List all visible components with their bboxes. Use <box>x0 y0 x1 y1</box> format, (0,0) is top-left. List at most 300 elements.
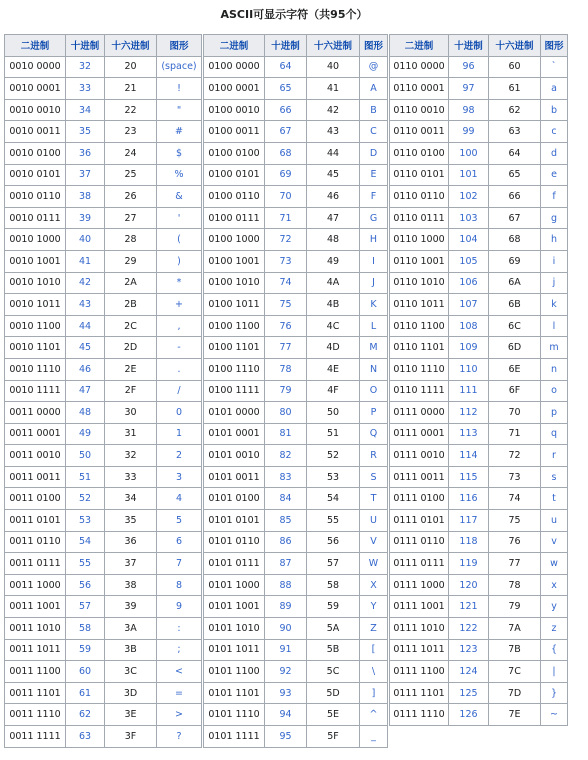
table-header-row <box>204 35 388 57</box>
binary-cell: 0110 1110 <box>390 358 449 380</box>
decimal-cell[interactable]: 79 <box>265 380 307 402</box>
decimal-cell[interactable]: 90 <box>265 618 307 640</box>
glyph-cell[interactable]: t <box>541 488 568 510</box>
col-header-decimal[interactable]: 十进制 <box>265 35 307 57</box>
decimal-cell[interactable]: 100 <box>449 142 489 164</box>
decimal-cell[interactable]: 120 <box>449 574 489 596</box>
decimal-cell[interactable]: 123 <box>449 639 489 661</box>
table-row <box>390 186 568 208</box>
table-row <box>5 726 202 748</box>
glyph-cell[interactable]: ^ <box>360 704 388 726</box>
glyph-cell[interactable]: u <box>541 510 568 532</box>
table-row <box>390 466 568 488</box>
binary-cell: 0010 0010 <box>5 99 66 121</box>
decimal-cell[interactable]: 54 <box>66 531 105 553</box>
hex-cell: 4D <box>307 337 360 359</box>
glyph-cell[interactable]: a <box>541 78 568 100</box>
decimal-cell[interactable]: 91 <box>265 639 307 661</box>
hex-cell: 77 <box>489 553 541 575</box>
decimal-cell[interactable]: 122 <box>449 618 489 640</box>
hex-cell: 5C <box>307 661 360 683</box>
glyph-cell[interactable]: ~ <box>541 704 568 726</box>
glyph-cell[interactable]: > <box>157 704 202 726</box>
glyph-cell[interactable]: W <box>360 553 388 575</box>
decimal-cell[interactable]: 106 <box>449 272 489 294</box>
glyph-cell[interactable]: / <box>157 380 202 402</box>
decimal-cell[interactable]: 36 <box>66 142 105 164</box>
hex-cell: 40 <box>307 56 360 78</box>
glyph-cell[interactable]: X <box>360 574 388 596</box>
binary-cell: 0111 1010 <box>390 618 449 640</box>
ascii-table-2 <box>203 34 388 748</box>
table-row <box>5 121 202 143</box>
binary-cell: 0111 1110 <box>390 704 449 726</box>
hex-cell: 73 <box>489 466 541 488</box>
glyph-cell[interactable]: H <box>360 229 388 251</box>
glyph-cell[interactable]: (space) <box>157 56 202 78</box>
glyph-cell[interactable]: * <box>157 272 202 294</box>
binary-cell: 0110 1011 <box>390 294 449 316</box>
glyph-cell[interactable]: N <box>360 358 388 380</box>
hex-cell: 2F <box>105 380 157 402</box>
decimal-cell[interactable]: 53 <box>66 510 105 532</box>
glyph-cell[interactable]: = <box>157 682 202 704</box>
col-header-hex[interactable]: 十六进制 <box>489 35 541 57</box>
col-header-glyph[interactable]: 图形 <box>541 35 568 57</box>
hex-cell: 5F <box>307 726 360 748</box>
decimal-cell[interactable]: 92 <box>265 661 307 683</box>
glyph-cell[interactable]: F <box>360 186 388 208</box>
decimal-cell[interactable]: 104 <box>449 229 489 251</box>
glyph-cell[interactable]: + <box>157 294 202 316</box>
glyph-cell[interactable]: C <box>360 121 388 143</box>
decimal-cell[interactable]: 35 <box>66 121 105 143</box>
binary-cell: 0111 1000 <box>390 574 449 596</box>
binary-cell: 0111 0010 <box>390 445 449 467</box>
glyph-cell[interactable]: p <box>541 402 568 424</box>
binary-cell: 0110 0000 <box>390 56 449 78</box>
decimal-cell[interactable]: 51 <box>66 466 105 488</box>
decimal-cell[interactable]: 41 <box>66 250 105 272</box>
glyph-cell[interactable]: & <box>157 186 202 208</box>
glyph-cell[interactable]: L <box>360 315 388 337</box>
glyph-cell[interactable]: q <box>541 423 568 445</box>
glyph-cell[interactable]: - <box>157 337 202 359</box>
table-row <box>390 553 568 575</box>
glyph-cell[interactable]: ; <box>157 639 202 661</box>
glyph-cell[interactable]: | <box>541 661 568 683</box>
binary-cell: 0100 0001 <box>204 78 265 100</box>
decimal-cell[interactable]: 81 <box>265 423 307 445</box>
binary-cell: 0110 1100 <box>390 315 449 337</box>
hex-cell: 47 <box>307 207 360 229</box>
decimal-cell[interactable]: 119 <box>449 553 489 575</box>
decimal-cell[interactable]: 118 <box>449 531 489 553</box>
hex-cell: 27 <box>105 207 157 229</box>
decimal-cell[interactable]: 49 <box>66 423 105 445</box>
decimal-cell[interactable]: 96 <box>449 56 489 78</box>
table-row <box>5 423 202 445</box>
glyph-cell[interactable]: h <box>541 229 568 251</box>
glyph-cell[interactable]: # <box>157 121 202 143</box>
table-row <box>204 229 388 251</box>
table-row <box>390 142 568 164</box>
glyph-cell[interactable]: ` <box>541 56 568 78</box>
glyph-cell[interactable]: 7 <box>157 553 202 575</box>
hex-cell: 4E <box>307 358 360 380</box>
col-header-decimal[interactable]: 十进制 <box>449 35 489 57</box>
table-row <box>390 164 568 186</box>
decimal-cell[interactable]: 78 <box>265 358 307 380</box>
decimal-cell[interactable]: 48 <box>66 402 105 424</box>
glyph-cell[interactable]: % <box>157 164 202 186</box>
decimal-cell[interactable]: 68 <box>265 142 307 164</box>
glyph-cell[interactable]: M <box>360 337 388 359</box>
hex-cell: 38 <box>105 574 157 596</box>
decimal-cell[interactable]: 121 <box>449 596 489 618</box>
glyph-cell[interactable]: 4 <box>157 488 202 510</box>
decimal-cell[interactable]: 113 <box>449 423 489 445</box>
glyph-cell[interactable]: P <box>360 402 388 424</box>
decimal-cell[interactable]: 42 <box>66 272 105 294</box>
hex-cell: 31 <box>105 423 157 445</box>
decimal-cell[interactable]: 98 <box>449 99 489 121</box>
glyph-cell[interactable]: [ <box>360 639 388 661</box>
decimal-cell[interactable]: 32 <box>66 56 105 78</box>
decimal-cell[interactable]: 86 <box>265 531 307 553</box>
decimal-cell[interactable]: 39 <box>66 207 105 229</box>
table-row <box>390 229 568 251</box>
glyph-cell[interactable]: i <box>541 250 568 272</box>
table-row <box>5 618 202 640</box>
glyph-cell[interactable]: g <box>541 207 568 229</box>
decimal-cell[interactable]: 115 <box>449 466 489 488</box>
table-row <box>390 445 568 467</box>
decimal-cell[interactable]: 109 <box>449 337 489 359</box>
decimal-cell[interactable]: 62 <box>66 704 105 726</box>
decimal-cell[interactable]: 65 <box>265 78 307 100</box>
decimal-cell[interactable]: 107 <box>449 294 489 316</box>
decimal-cell[interactable]: 46 <box>66 358 105 380</box>
glyph-cell[interactable]: , <box>157 315 202 337</box>
decimal-cell[interactable]: 103 <box>449 207 489 229</box>
binary-cell: 0111 0100 <box>390 488 449 510</box>
decimal-cell[interactable]: 117 <box>449 510 489 532</box>
glyph-cell[interactable]: T <box>360 488 388 510</box>
binary-cell: 0010 1101 <box>5 337 66 359</box>
hex-cell: 3A <box>105 618 157 640</box>
decimal-cell[interactable]: 43 <box>66 294 105 316</box>
glyph-cell[interactable]: m <box>541 337 568 359</box>
glyph-cell[interactable]: ) <box>157 250 202 272</box>
glyph-cell[interactable]: v <box>541 531 568 553</box>
binary-cell: 0101 1110 <box>204 704 265 726</box>
hex-cell: 58 <box>307 574 360 596</box>
decimal-cell[interactable]: 84 <box>265 488 307 510</box>
decimal-cell[interactable]: 74 <box>265 272 307 294</box>
glyph-cell[interactable]: j <box>541 272 568 294</box>
hex-cell: 51 <box>307 423 360 445</box>
binary-cell: 0101 1111 <box>204 726 265 748</box>
glyph-cell[interactable]: J <box>360 272 388 294</box>
decimal-cell[interactable]: 77 <box>265 337 307 359</box>
decimal-cell[interactable]: 73 <box>265 250 307 272</box>
glyph-cell[interactable]: 9 <box>157 596 202 618</box>
decimal-cell[interactable]: 124 <box>449 661 489 683</box>
decimal-cell[interactable]: 76 <box>265 315 307 337</box>
glyph-cell[interactable]: ! <box>157 78 202 100</box>
hex-cell: 41 <box>307 78 360 100</box>
decimal-cell[interactable]: 70 <box>265 186 307 208</box>
hex-cell: 55 <box>307 510 360 532</box>
decimal-cell[interactable]: 60 <box>66 661 105 683</box>
glyph-cell[interactable]: S <box>360 466 388 488</box>
decimal-cell[interactable]: 69 <box>265 164 307 186</box>
table-row <box>204 574 388 596</box>
glyph-cell[interactable]: ? <box>157 726 202 748</box>
hex-cell: 26 <box>105 186 157 208</box>
decimal-cell[interactable]: 34 <box>66 99 105 121</box>
decimal-cell[interactable]: 94 <box>265 704 307 726</box>
table-row <box>204 682 388 704</box>
hex-cell: 53 <box>307 466 360 488</box>
glyph-cell[interactable]: B <box>360 99 388 121</box>
glyph-cell[interactable]: x <box>541 574 568 596</box>
glyph-cell[interactable]: Q <box>360 423 388 445</box>
decimal-cell[interactable]: 83 <box>265 466 307 488</box>
glyph-cell[interactable]: D <box>360 142 388 164</box>
decimal-cell[interactable]: 75 <box>265 294 307 316</box>
hex-cell: 6C <box>489 315 541 337</box>
col-header-binary[interactable]: 二进制 <box>5 35 66 57</box>
hex-cell: 4B <box>307 294 360 316</box>
glyph-cell[interactable]: y <box>541 596 568 618</box>
hex-cell: 23 <box>105 121 157 143</box>
glyph-cell[interactable]: 1 <box>157 423 202 445</box>
hex-cell: 54 <box>307 488 360 510</box>
glyph-cell[interactable]: I <box>360 250 388 272</box>
glyph-cell[interactable]: 0 <box>157 402 202 424</box>
decimal-cell[interactable]: 38 <box>66 186 105 208</box>
decimal-cell[interactable]: 80 <box>265 402 307 424</box>
table-row <box>204 510 388 532</box>
hex-cell: 63 <box>489 121 541 143</box>
ascii-table-3 <box>389 34 568 726</box>
decimal-cell[interactable]: 112 <box>449 402 489 424</box>
glyph-cell[interactable]: d <box>541 142 568 164</box>
decimal-cell[interactable]: 126 <box>449 704 489 726</box>
binary-cell: 0101 0000 <box>204 402 265 424</box>
glyph-cell[interactable]: " <box>157 99 202 121</box>
glyph-cell[interactable]: 2 <box>157 445 202 467</box>
decimal-cell[interactable]: 93 <box>265 682 307 704</box>
glyph-cell[interactable]: w <box>541 553 568 575</box>
glyph-cell[interactable]: V <box>360 531 388 553</box>
decimal-cell[interactable]: 57 <box>66 596 105 618</box>
decimal-cell[interactable]: 66 <box>265 99 307 121</box>
glyph-cell[interactable]: \ <box>360 661 388 683</box>
decimal-cell[interactable]: 44 <box>66 315 105 337</box>
decimal-cell[interactable]: 71 <box>265 207 307 229</box>
decimal-cell[interactable]: 89 <box>265 596 307 618</box>
decimal-cell[interactable]: 110 <box>449 358 489 380</box>
glyph-cell[interactable]: 8 <box>157 574 202 596</box>
binary-cell: 0100 0110 <box>204 186 265 208</box>
binary-cell: 0110 0011 <box>390 121 449 143</box>
table-row <box>204 121 388 143</box>
glyph-cell[interactable]: s <box>541 466 568 488</box>
glyph-cell[interactable]: E <box>360 164 388 186</box>
decimal-cell[interactable]: 58 <box>66 618 105 640</box>
glyph-cell[interactable]: f <box>541 186 568 208</box>
binary-cell: 0111 1100 <box>390 661 449 683</box>
hex-cell: 29 <box>105 250 157 272</box>
glyph-cell[interactable]: 6 <box>157 531 202 553</box>
binary-cell: 0111 1101 <box>390 682 449 704</box>
glyph-cell[interactable]: { <box>541 639 568 661</box>
glyph-cell[interactable]: e <box>541 164 568 186</box>
decimal-cell[interactable]: 67 <box>265 121 307 143</box>
glyph-cell[interactable]: R <box>360 445 388 467</box>
glyph-cell[interactable]: < <box>157 661 202 683</box>
decimal-cell[interactable]: 101 <box>449 164 489 186</box>
decimal-cell[interactable]: 47 <box>66 380 105 402</box>
hex-cell: 30 <box>105 402 157 424</box>
binary-cell: 0010 0111 <box>5 207 66 229</box>
glyph-cell[interactable]: _ <box>360 726 388 748</box>
decimal-cell[interactable]: 55 <box>66 553 105 575</box>
glyph-cell[interactable]: r <box>541 445 568 467</box>
hex-cell: 49 <box>307 250 360 272</box>
decimal-cell[interactable]: 114 <box>449 445 489 467</box>
binary-cell: 0101 1101 <box>204 682 265 704</box>
binary-cell: 0101 1100 <box>204 661 265 683</box>
hex-cell: 72 <box>489 445 541 467</box>
binary-cell: 0010 0100 <box>5 142 66 164</box>
decimal-cell[interactable]: 95 <box>265 726 307 748</box>
table-row <box>204 358 388 380</box>
table-row <box>5 639 202 661</box>
table-row <box>204 380 388 402</box>
table-row <box>5 56 202 78</box>
glyph-cell[interactable]: A <box>360 78 388 100</box>
decimal-cell[interactable]: 63 <box>66 726 105 748</box>
binary-cell: 0100 0101 <box>204 164 265 186</box>
table-row <box>204 726 388 748</box>
binary-cell: 0011 1000 <box>5 574 66 596</box>
hex-cell: 44 <box>307 142 360 164</box>
glyph-cell[interactable]: Z <box>360 618 388 640</box>
hex-cell: 2C <box>105 315 157 337</box>
binary-cell: 0011 1111 <box>5 726 66 748</box>
glyph-cell[interactable]: U <box>360 510 388 532</box>
glyph-cell[interactable]: O <box>360 380 388 402</box>
col-header-glyph[interactable]: 图形 <box>360 35 388 57</box>
table-row <box>390 510 568 532</box>
glyph-cell[interactable]: z <box>541 618 568 640</box>
table-row <box>390 704 568 726</box>
glyph-cell[interactable]: ] <box>360 682 388 704</box>
decimal-cell[interactable]: 99 <box>449 121 489 143</box>
hex-cell: 74 <box>489 488 541 510</box>
glyph-cell[interactable]: ( <box>157 229 202 251</box>
decimal-cell[interactable]: 108 <box>449 315 489 337</box>
hex-cell: 6F <box>489 380 541 402</box>
col-header-decimal[interactable]: 十进制 <box>66 35 105 57</box>
decimal-cell[interactable]: 87 <box>265 553 307 575</box>
binary-cell: 0010 0110 <box>5 186 66 208</box>
glyph-cell[interactable]: } <box>541 682 568 704</box>
decimal-cell[interactable]: 97 <box>449 78 489 100</box>
table-header-row <box>390 35 568 57</box>
glyph-cell[interactable]: c <box>541 121 568 143</box>
binary-cell: 0110 1101 <box>390 337 449 359</box>
decimal-cell[interactable]: 50 <box>66 445 105 467</box>
glyph-cell[interactable]: : <box>157 618 202 640</box>
glyph-cell[interactable]: ' <box>157 207 202 229</box>
decimal-cell[interactable]: 64 <box>265 56 307 78</box>
decimal-cell[interactable]: 52 <box>66 488 105 510</box>
decimal-cell[interactable]: 85 <box>265 510 307 532</box>
decimal-cell[interactable]: 116 <box>449 488 489 510</box>
glyph-cell[interactable]: l <box>541 315 568 337</box>
col-header-hex[interactable]: 十六进制 <box>105 35 157 57</box>
decimal-cell[interactable]: 88 <box>265 574 307 596</box>
decimal-cell[interactable]: 82 <box>265 445 307 467</box>
decimal-cell[interactable]: 59 <box>66 639 105 661</box>
col-header-binary[interactable]: 二进制 <box>390 35 449 57</box>
decimal-cell[interactable]: 33 <box>66 78 105 100</box>
table-row <box>5 99 202 121</box>
table-row <box>5 186 202 208</box>
glyph-cell[interactable]: . <box>157 358 202 380</box>
hex-cell: 67 <box>489 207 541 229</box>
col-header-binary[interactable]: 二进制 <box>204 35 265 57</box>
hex-cell: 62 <box>489 99 541 121</box>
decimal-cell[interactable]: 105 <box>449 250 489 272</box>
decimal-cell[interactable]: 72 <box>265 229 307 251</box>
glyph-cell[interactable]: K <box>360 294 388 316</box>
hex-cell: 3C <box>105 661 157 683</box>
glyph-cell[interactable]: 3 <box>157 466 202 488</box>
glyph-cell[interactable]: k <box>541 294 568 316</box>
glyph-cell[interactable]: b <box>541 99 568 121</box>
table-row <box>390 423 568 445</box>
table-row <box>5 337 202 359</box>
decimal-cell[interactable]: 111 <box>449 380 489 402</box>
decimal-cell[interactable]: 125 <box>449 682 489 704</box>
table-row <box>204 618 388 640</box>
decimal-cell[interactable]: 37 <box>66 164 105 186</box>
decimal-cell[interactable]: 56 <box>66 574 105 596</box>
glyph-cell[interactable]: o <box>541 380 568 402</box>
glyph-cell[interactable]: G <box>360 207 388 229</box>
binary-cell: 0100 0000 <box>204 56 265 78</box>
glyph-cell[interactable]: 5 <box>157 510 202 532</box>
col-header-glyph[interactable]: 图形 <box>157 35 202 57</box>
glyph-cell[interactable]: n <box>541 358 568 380</box>
hex-cell: 32 <box>105 445 157 467</box>
glyph-cell[interactable]: @ <box>360 56 388 78</box>
decimal-cell[interactable]: 102 <box>449 186 489 208</box>
glyph-cell[interactable]: $ <box>157 142 202 164</box>
glyph-cell[interactable]: Y <box>360 596 388 618</box>
binary-cell: 0110 1001 <box>390 250 449 272</box>
decimal-cell[interactable]: 45 <box>66 337 105 359</box>
decimal-cell[interactable]: 61 <box>66 682 105 704</box>
decimal-cell[interactable]: 40 <box>66 229 105 251</box>
col-header-hex[interactable]: 十六进制 <box>307 35 360 57</box>
